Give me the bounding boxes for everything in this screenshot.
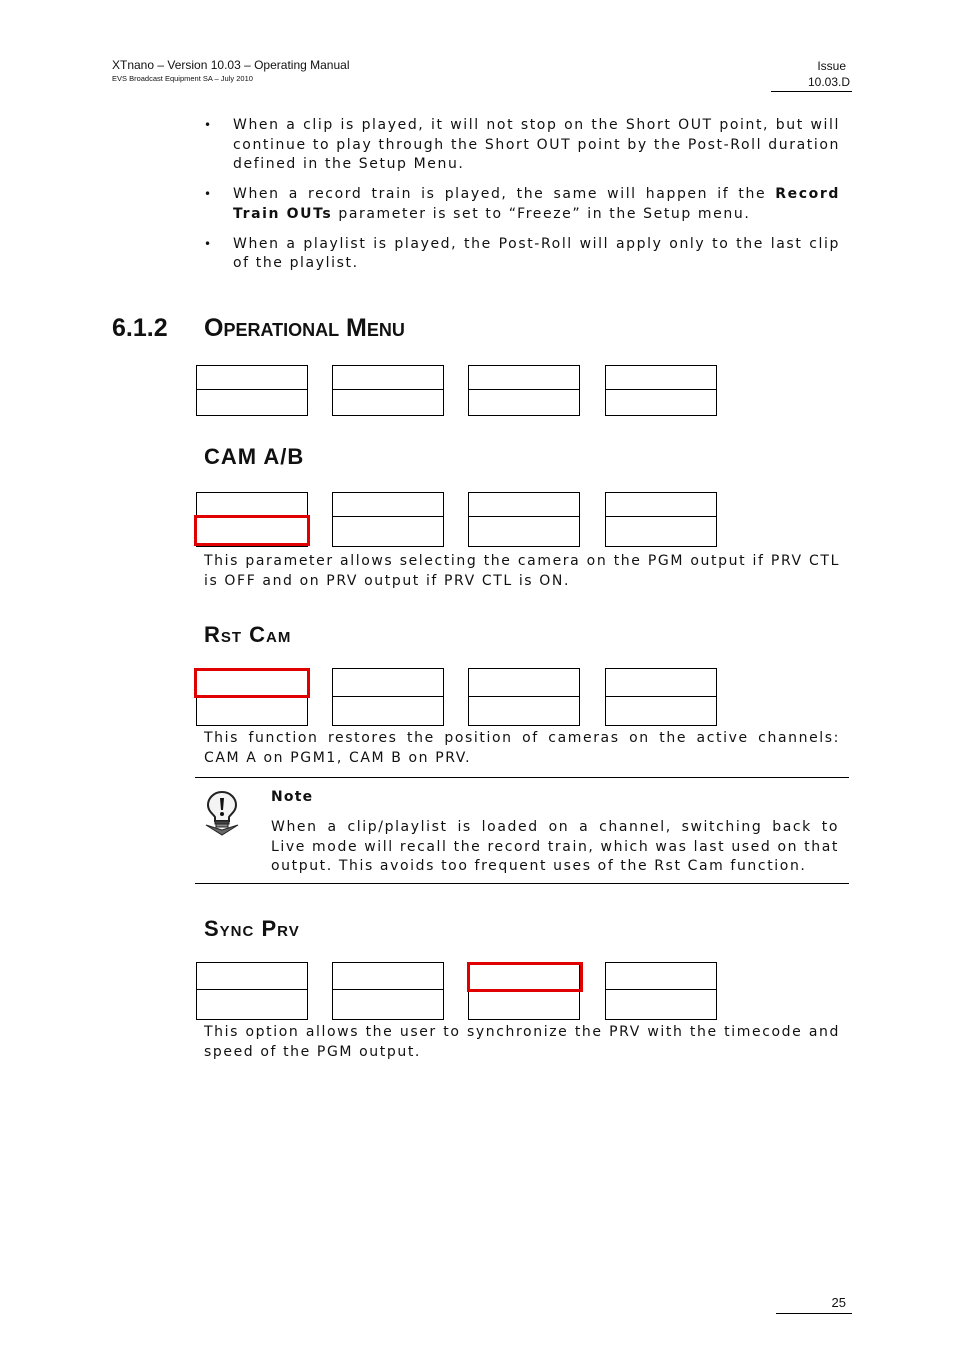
issue-label: Issue bbox=[817, 59, 846, 73]
issue-value: 10.03.D bbox=[807, 75, 850, 89]
highlight-box bbox=[194, 515, 310, 546]
bullet-icon: • bbox=[204, 118, 213, 132]
rst-cam-description: This function restores the position of cameras on the active channels: CAM A on PGM1, CAM B on PRV. bbox=[204, 730, 840, 766]
section-title: Operational Menu bbox=[204, 314, 405, 342]
note-text: When a clip/playlist is loaded on a channel, switching back to Live mode will recall the record train, which was last used on that output. This avoids too frequent uses of the Rst Cam function. bbox=[271, 819, 839, 874]
key-f2 bbox=[332, 365, 444, 416]
sync-prv-description: This option allows the user to synchronize the PRV with the timecode and speed of the PGM output. bbox=[204, 1024, 840, 1060]
list-item: • When a clip is played, it will not stop on the Short OUT point, but will continue to play through the Short OUT point by the Post-Roll duration defined in the Setup Menu. bbox=[204, 117, 840, 172]
note-bottom-rule bbox=[195, 883, 849, 884]
note-title: Note bbox=[271, 789, 314, 805]
list-item: • When a playlist is played, the Post-Roll will apply only to the last clip of the playlist. bbox=[204, 235, 840, 271]
highlight-box bbox=[194, 668, 310, 698]
key-f4 bbox=[605, 492, 717, 547]
key-f1 bbox=[196, 365, 308, 416]
header-rule bbox=[771, 91, 852, 92]
key-f2 bbox=[332, 668, 444, 726]
key-f3 bbox=[468, 492, 580, 547]
cam-ab-description: This parameter allows selecting the camera on the PGM output if PRV CTL is OFF and on PRV output if PRV CTL is ON. bbox=[204, 553, 840, 589]
page-number: 25 bbox=[831, 1295, 846, 1310]
key-f2 bbox=[332, 962, 444, 1020]
key-f4 bbox=[605, 962, 717, 1020]
section-heading bbox=[112, 314, 405, 343]
key-f4 bbox=[605, 668, 717, 726]
highlight-box bbox=[467, 962, 583, 992]
key-f3 bbox=[468, 365, 580, 416]
footer-rule bbox=[776, 1313, 852, 1314]
bullet-icon: • bbox=[204, 187, 213, 201]
key-f2 bbox=[332, 492, 444, 547]
list-item: • When a record train is played, the same will happen if the Record Train OUTs parameter is set to “Freeze” in the Setup menu. bbox=[204, 186, 840, 222]
note-top-rule bbox=[195, 777, 849, 778]
key-f4 bbox=[605, 365, 717, 416]
document-title: XTnano – Version 10.03 – Operating Manual bbox=[112, 58, 350, 72]
key-f3 bbox=[468, 668, 580, 726]
bullet-icon: • bbox=[204, 236, 213, 251]
subsection-heading-rst-cam: Rst Cam bbox=[204, 622, 292, 647]
subsection-heading-cam-ab: CAM A/B bbox=[204, 444, 305, 469]
warning-lightbulb-icon bbox=[203, 789, 241, 837]
subsection-heading-sync-prv: Sync Prv bbox=[204, 916, 300, 941]
key-f1 bbox=[196, 962, 308, 1020]
intro-bullet-list bbox=[204, 116, 840, 284]
document-subtitle: EVS Broadcast Equipment SA – July 2010 bbox=[112, 74, 253, 83]
section-number: 6.1.2 bbox=[112, 314, 168, 342]
bold-term: Record Train OUTs bbox=[233, 186, 840, 222]
